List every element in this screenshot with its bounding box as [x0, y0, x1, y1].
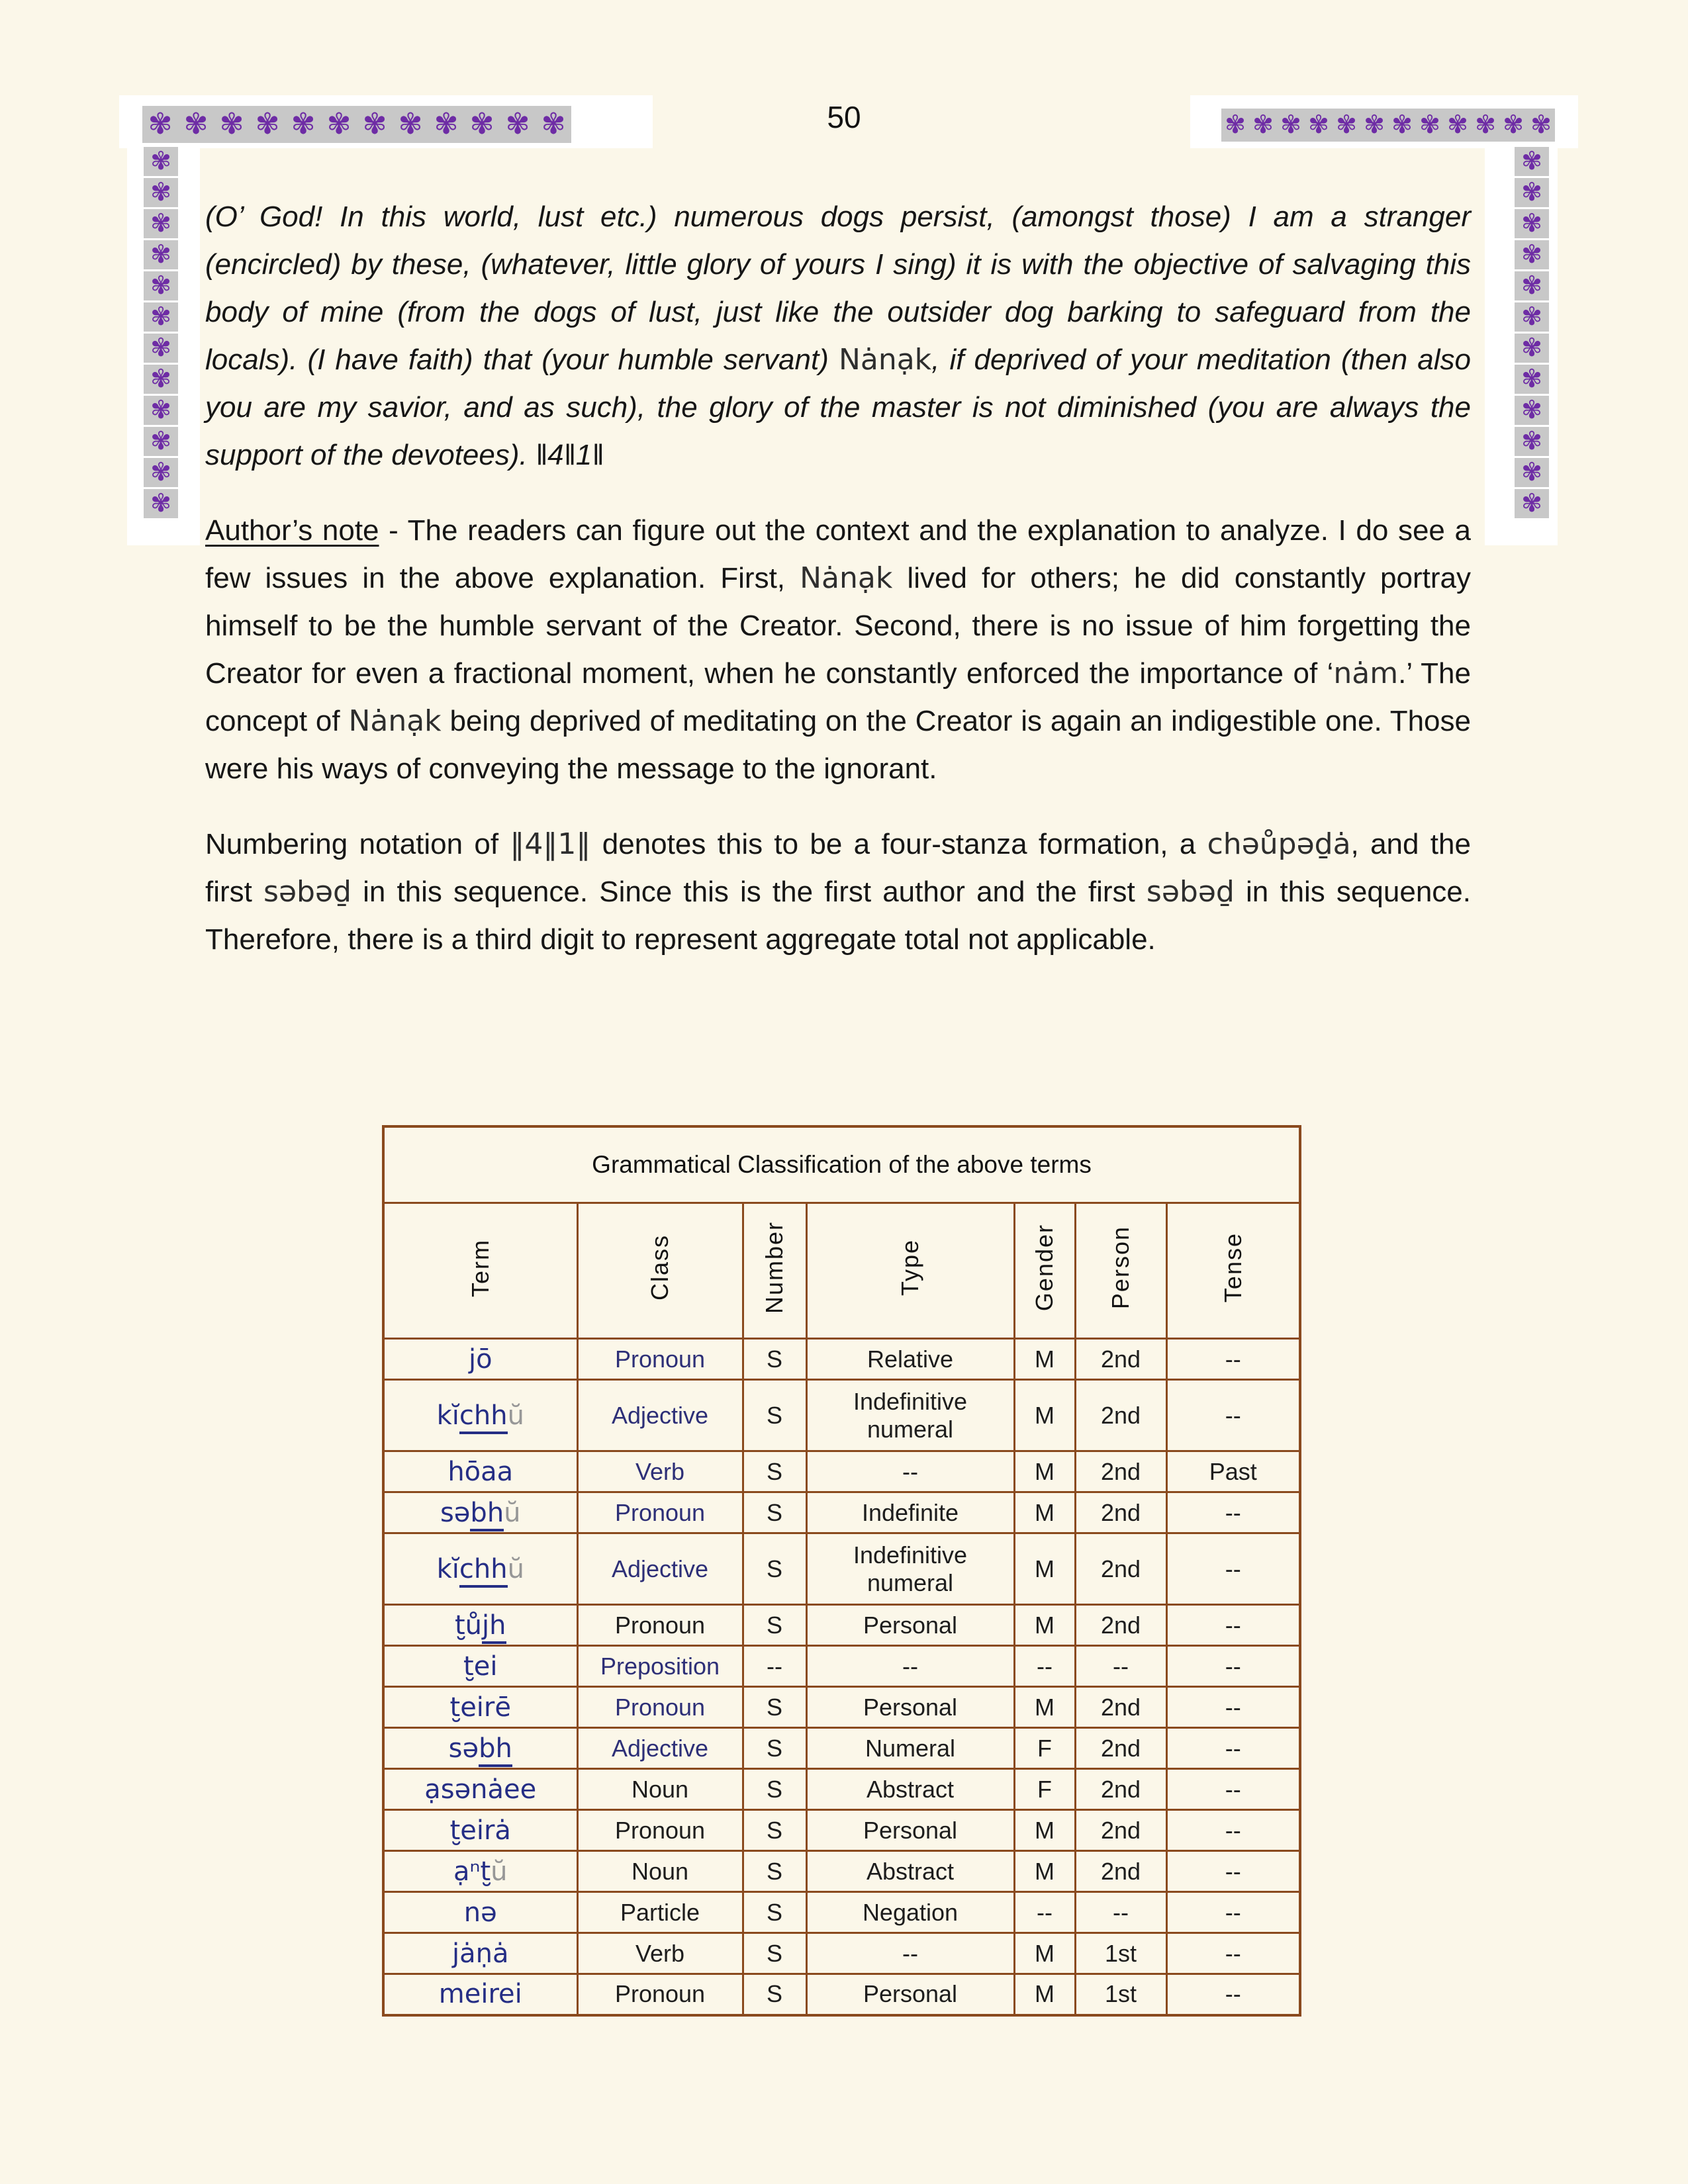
person-cell: 2nd: [1075, 1451, 1166, 1492]
text-segment: - The readers can figure out the context and the explanation to analyze. I do see a few issues in the above explanation. First,: [205, 514, 1471, 594]
term-text: ŭ: [504, 1497, 521, 1528]
gender-cell: M: [1014, 1851, 1075, 1892]
gender-cell: M: [1014, 1974, 1075, 2015]
type-cell: --: [806, 1933, 1014, 1974]
type-cell: Indefinite: [806, 1492, 1014, 1533]
person-cell: 1st: [1075, 1933, 1166, 1974]
term-text: jh: [482, 1610, 506, 1644]
term-text: kĭ: [436, 1400, 459, 1431]
flower-icon: ✾: [1530, 111, 1552, 139]
text-segment: (O’ God! In this world, lust etc.) numerous dogs persist, (amongst those) I am a stranger (encircled) by these, (whatever, little glory of yours I sing) it is with the objective of salvaging this body of mine (from the dogs of lust, just like the outsider dog barking to safeguard from the locals). (I have faith) that (your humble servant): [205, 201, 1471, 376]
flower-icon: ✾: [1521, 334, 1542, 362]
term-cell: [383, 1492, 577, 1533]
tense-cell: --: [1166, 1687, 1300, 1728]
flower-icon: ✾: [150, 459, 171, 486]
flower-icon: [1515, 209, 1549, 238]
tense-cell: --: [1166, 1810, 1300, 1851]
text-segment: lived for others; he did constantly portray himself to be the humble servant of the Creator. Second, there is no issue of him forgetting the Creator for even a fractional moment, when he constantly enforced the importance of ‘: [205, 562, 1471, 690]
flower-icon: [144, 271, 178, 300]
gender-cell: M: [1014, 1533, 1075, 1605]
column-header-label: Person: [1107, 1226, 1134, 1310]
flower-icon: ✾: [326, 108, 352, 140]
term-cell: [383, 1533, 577, 1605]
number-cell: S: [743, 1533, 806, 1605]
term-cell: [383, 1646, 577, 1687]
gender-cell: M: [1014, 1687, 1075, 1728]
class-cell: Adjective: [577, 1380, 743, 1451]
flower-icon: ✾: [362, 108, 387, 140]
flower-icon: ✾: [150, 241, 171, 269]
person-cell: 2nd: [1075, 1339, 1166, 1380]
term-text: ạⁿt̮: [453, 1856, 491, 1887]
table-header-row: [383, 1203, 1300, 1339]
flower-icon: ✾: [1252, 111, 1274, 139]
text-segment: , if deprived of your meditation (then also you are my savior, and as such), the glory of the master is not diminished (you are always the support of the devotees). ‖4‖1‖: [205, 343, 1471, 471]
term-cell: [383, 1810, 577, 1851]
text-segment: nȧm: [1333, 657, 1399, 690]
class-cell: Adjective: [577, 1728, 743, 1769]
term-text: bh: [470, 1498, 504, 1531]
table-row: [383, 1687, 1300, 1728]
number-cell: S: [743, 1451, 806, 1492]
class-cell: Adjective: [577, 1533, 743, 1605]
flower-icon: ✾: [1225, 111, 1246, 139]
table-row: [383, 1605, 1300, 1646]
person-cell: 2nd: [1075, 1533, 1166, 1605]
column-header-term: [383, 1203, 577, 1339]
flower-icon: ✾: [1521, 241, 1542, 269]
class-cell: Pronoun: [577, 1687, 743, 1728]
text-segment: səbəḏ: [1146, 875, 1235, 909]
person-cell: 2nd: [1075, 1492, 1166, 1533]
term-text: chh: [459, 1400, 508, 1434]
table-row: [383, 1728, 1300, 1769]
flower-icon: ✾: [1447, 111, 1468, 139]
column-header-number: [743, 1203, 806, 1339]
text-segment: Nȧnạk: [348, 704, 442, 738]
gender-cell: M: [1014, 1605, 1075, 1646]
text-segment: being deprived of meditating on the Creator is again an indigestible one. Those were his ways of conveying the message to the ignorant.: [205, 705, 1471, 785]
flower-border-right: [1515, 147, 1549, 518]
term-cell: [383, 1380, 577, 1451]
term-text: ŭ: [507, 1400, 524, 1431]
flower-icon: ✾: [1503, 111, 1524, 139]
text-segment: .’ The concept of: [205, 657, 1471, 737]
page-content: [205, 193, 1471, 991]
column-header-label: Tense: [1219, 1232, 1246, 1303]
term-text: kĭ: [436, 1553, 459, 1584]
term-text: t̮eirē: [449, 1692, 511, 1723]
number-cell: S: [743, 1769, 806, 1810]
term-text: sə: [440, 1497, 471, 1528]
term-text: chh: [459, 1554, 508, 1588]
class-cell: Pronoun: [577, 1974, 743, 2015]
flower-icon: ✾: [1280, 111, 1301, 139]
tense-cell: --: [1166, 1605, 1300, 1646]
flower-icon: ✾: [541, 108, 566, 140]
class-cell: Preposition: [577, 1646, 743, 1687]
flower-border-left: [144, 147, 178, 518]
flower-icon: [144, 365, 178, 394]
gender-cell: --: [1014, 1646, 1075, 1687]
flower-icon: [144, 147, 178, 176]
flower-icon: [144, 209, 178, 238]
table-title-row: [383, 1126, 1300, 1203]
type-cell: Personal: [806, 1974, 1014, 2015]
term-cell: [383, 1339, 577, 1380]
term-text: ŭ: [491, 1856, 508, 1887]
term-text: sə: [448, 1733, 479, 1764]
number-cell: S: [743, 1851, 806, 1892]
column-header-person: [1075, 1203, 1166, 1339]
type-cell: Personal: [806, 1810, 1014, 1851]
term-cell: [383, 1851, 577, 1892]
class-cell: Noun: [577, 1851, 743, 1892]
flower-icon: [144, 458, 178, 487]
flower-icon: [1515, 240, 1549, 269]
table-row: [383, 1974, 1300, 2015]
column-header-gender: [1014, 1203, 1075, 1339]
person-cell: 2nd: [1075, 1380, 1166, 1451]
table-row: [383, 1339, 1300, 1380]
page-number: 50: [827, 100, 861, 134]
column-header-class: [577, 1203, 743, 1339]
table-title: Grammatical Classification of the above terms: [383, 1126, 1300, 1203]
type-cell: Negation: [806, 1892, 1014, 1933]
person-cell: --: [1075, 1646, 1166, 1687]
flower-icon: ✾: [1364, 111, 1385, 139]
text-segment: Author’s note: [205, 514, 379, 547]
tense-cell: --: [1166, 1769, 1300, 1810]
flower-icon: [1515, 178, 1549, 207]
term-cell: [383, 1933, 577, 1974]
tense-cell: --: [1166, 1533, 1300, 1605]
flower-icon: ✾: [469, 108, 494, 140]
person-cell: 2nd: [1075, 1810, 1166, 1851]
class-cell: Pronoun: [577, 1492, 743, 1533]
term-text: ạsənȧee: [424, 1774, 537, 1805]
text-segment: Nȧnạk: [800, 561, 893, 595]
person-cell: 2nd: [1075, 1769, 1166, 1810]
table-row: [383, 1892, 1300, 1933]
tense-cell: --: [1166, 1933, 1300, 1974]
table-row: [383, 1380, 1300, 1451]
flower-icon: ✾: [1475, 111, 1496, 139]
flower-icon: ✾: [150, 490, 171, 518]
tense-cell: --: [1166, 1380, 1300, 1451]
term-cell: [383, 1687, 577, 1728]
gender-cell: M: [1014, 1492, 1075, 1533]
column-header-label: Gender: [1031, 1224, 1058, 1312]
term-text: bh: [479, 1733, 512, 1767]
translation-paragraph: [205, 193, 1471, 479]
flower-icon: [1515, 365, 1549, 394]
class-cell: Noun: [577, 1769, 743, 1810]
type-cell: Abstract: [806, 1769, 1014, 1810]
flower-icon: ✾: [255, 108, 280, 140]
term-cell: [383, 1728, 577, 1769]
flower-icon: ✾: [1336, 111, 1357, 139]
type-cell: Abstract: [806, 1851, 1014, 1892]
number-cell: S: [743, 1974, 806, 2015]
term-cell: [383, 1451, 577, 1492]
text-segment: in this sequence. Since this is the first author and the first: [351, 876, 1147, 908]
number-cell: S: [743, 1892, 806, 1933]
tense-cell: --: [1166, 1892, 1300, 1933]
text-segment: chəůpəḏȧ: [1207, 827, 1351, 861]
flower-icon: ✾: [150, 210, 171, 238]
flower-icon: ✾: [1521, 210, 1542, 238]
flower-icon: [1515, 458, 1549, 487]
flower-icon: ✾: [398, 108, 423, 140]
gender-cell: M: [1014, 1810, 1075, 1851]
flower-icon: [144, 489, 178, 518]
flower-icon: ✾: [150, 334, 171, 362]
flower-icon: [1515, 396, 1549, 425]
tense-cell: --: [1166, 1974, 1300, 2015]
person-cell: --: [1075, 1892, 1166, 1933]
flower-icon: ✾: [150, 272, 171, 300]
class-cell: Pronoun: [577, 1810, 743, 1851]
flower-icon: [1515, 147, 1549, 176]
flower-icon: [1515, 489, 1549, 518]
person-cell: 2nd: [1075, 1851, 1166, 1892]
term-text: t̮ů: [454, 1610, 483, 1641]
term-text: meirei: [438, 1979, 522, 2010]
term-text: hōaa: [447, 1456, 514, 1487]
flower-icon: [1515, 427, 1549, 456]
term-cell: [383, 1605, 577, 1646]
table-row: [383, 1851, 1300, 1892]
flower-icon: ✾: [150, 428, 171, 455]
table-row: [383, 1769, 1300, 1810]
term-text: t̮eirȧ: [449, 1815, 511, 1846]
tense-cell: --: [1166, 1728, 1300, 1769]
flower-icon: [144, 240, 178, 269]
flower-icon: [144, 178, 178, 207]
flower-icon: ✾: [1521, 148, 1542, 175]
class-cell: Pronoun: [577, 1339, 743, 1380]
text-segment: Numbering notation of: [205, 828, 510, 860]
flower-icon: ✾: [1419, 111, 1440, 139]
term-cell: [383, 1974, 577, 2015]
person-cell: 2nd: [1075, 1687, 1166, 1728]
column-header-label: Term: [466, 1238, 494, 1297]
term-cell: [383, 1769, 577, 1810]
flower-icon: ✾: [1391, 111, 1413, 139]
tense-cell: --: [1166, 1492, 1300, 1533]
type-cell: Personal: [806, 1687, 1014, 1728]
text-segment: Nȧnạk: [838, 343, 932, 377]
flower-icon: [144, 427, 178, 456]
type-cell: Numeral: [806, 1728, 1014, 1769]
text-segment: in this sequence. Therefore, there is a third digit to represent aggregate total not applicable.: [205, 876, 1471, 956]
term-text: ŭ: [507, 1553, 524, 1584]
gender-cell: M: [1014, 1380, 1075, 1451]
table-row: [383, 1492, 1300, 1533]
type-cell: --: [806, 1451, 1014, 1492]
text-segment: , and the first: [205, 828, 1471, 908]
type-cell: Indefinitive numeral: [806, 1380, 1014, 1451]
class-cell: Verb: [577, 1933, 743, 1974]
flower-icon: ✾: [150, 396, 171, 424]
flower-icon: ✾: [1521, 179, 1542, 206]
flower-icon: ✾: [1521, 303, 1542, 331]
text-segment: ‖4‖1‖: [510, 827, 591, 861]
flower-icon: ✾: [219, 108, 244, 140]
gender-cell: F: [1014, 1728, 1075, 1769]
flower-icon: ✾: [150, 365, 171, 393]
tense-cell: --: [1166, 1851, 1300, 1892]
person-cell: 2nd: [1075, 1605, 1166, 1646]
gender-cell: M: [1014, 1339, 1075, 1380]
class-cell: Verb: [577, 1451, 743, 1492]
gender-cell: M: [1014, 1451, 1075, 1492]
person-cell: 2nd: [1075, 1728, 1166, 1769]
flower-icon: [144, 302, 178, 332]
type-cell: Indefinitive numeral: [806, 1533, 1014, 1605]
number-cell: S: [743, 1687, 806, 1728]
flower-icon: ✾: [1521, 428, 1542, 455]
tense-cell: --: [1166, 1339, 1300, 1380]
flower-icon: ✾: [1521, 490, 1542, 518]
flower-icon: [1515, 271, 1549, 300]
person-cell: 1st: [1075, 1974, 1166, 2015]
table-row: [383, 1533, 1300, 1605]
text-segment: denotes this to be a four-stanza formation, a: [590, 828, 1207, 860]
flower-icon: ✾: [1521, 272, 1542, 300]
number-cell: S: [743, 1605, 806, 1646]
flower-icon: [1515, 334, 1549, 363]
flower-icon: ✾: [434, 108, 459, 140]
number-cell: S: [743, 1728, 806, 1769]
term-text: t̮ei: [463, 1651, 498, 1682]
number-cell: S: [743, 1380, 806, 1451]
number-cell: S: [743, 1810, 806, 1851]
flower-icon: ✾: [183, 108, 209, 140]
flower-icon: ✾: [1308, 111, 1329, 139]
gender-cell: M: [1014, 1933, 1075, 1974]
term-text: jō: [468, 1343, 492, 1375]
flower-icon: [1515, 302, 1549, 332]
text-segment: səbəḏ: [263, 875, 352, 909]
table-row: [383, 1646, 1300, 1687]
type-cell: Personal: [806, 1605, 1014, 1646]
number-cell: S: [743, 1339, 806, 1380]
class-cell: Particle: [577, 1892, 743, 1933]
number-cell: --: [743, 1646, 806, 1687]
flower-icon: ✾: [150, 303, 171, 331]
column-header-label: Number: [761, 1221, 788, 1314]
number-cell: S: [743, 1492, 806, 1533]
flower-icon: ✾: [1521, 396, 1542, 424]
column-header-label: Type: [896, 1239, 923, 1297]
flower-icon: ✾: [1521, 459, 1542, 486]
table-row: [383, 1451, 1300, 1492]
class-cell: Pronoun: [577, 1605, 743, 1646]
number-cell: S: [743, 1933, 806, 1974]
table-row: [383, 1810, 1300, 1851]
term-cell: [383, 1892, 577, 1933]
column-header-tense: [1166, 1203, 1300, 1339]
tense-cell: Past: [1166, 1451, 1300, 1492]
flower-icon: [144, 396, 178, 425]
flower-icon: [144, 334, 178, 363]
flower-icon: ✾: [148, 108, 173, 140]
numbering-paragraph: [205, 821, 1471, 964]
flower-icon: ✾: [291, 108, 316, 140]
gender-cell: F: [1014, 1769, 1075, 1810]
tense-cell: --: [1166, 1646, 1300, 1687]
grammar-classification-table: [382, 1125, 1301, 2017]
column-header-type: [806, 1203, 1014, 1339]
flower-icon: ✾: [150, 148, 171, 175]
flower-icon: ✾: [150, 179, 171, 206]
flower-icon: ✾: [1521, 365, 1542, 393]
table-row: [383, 1933, 1300, 1974]
authors-note-paragraph: [205, 507, 1471, 793]
term-text: nə: [463, 1897, 497, 1928]
column-header-label: Class: [646, 1234, 673, 1301]
gender-cell: --: [1014, 1892, 1075, 1933]
type-cell: Relative: [806, 1339, 1014, 1380]
term-text: jȧṇȧ: [452, 1938, 509, 1969]
flower-icon: ✾: [505, 108, 530, 140]
type-cell: --: [806, 1646, 1014, 1687]
